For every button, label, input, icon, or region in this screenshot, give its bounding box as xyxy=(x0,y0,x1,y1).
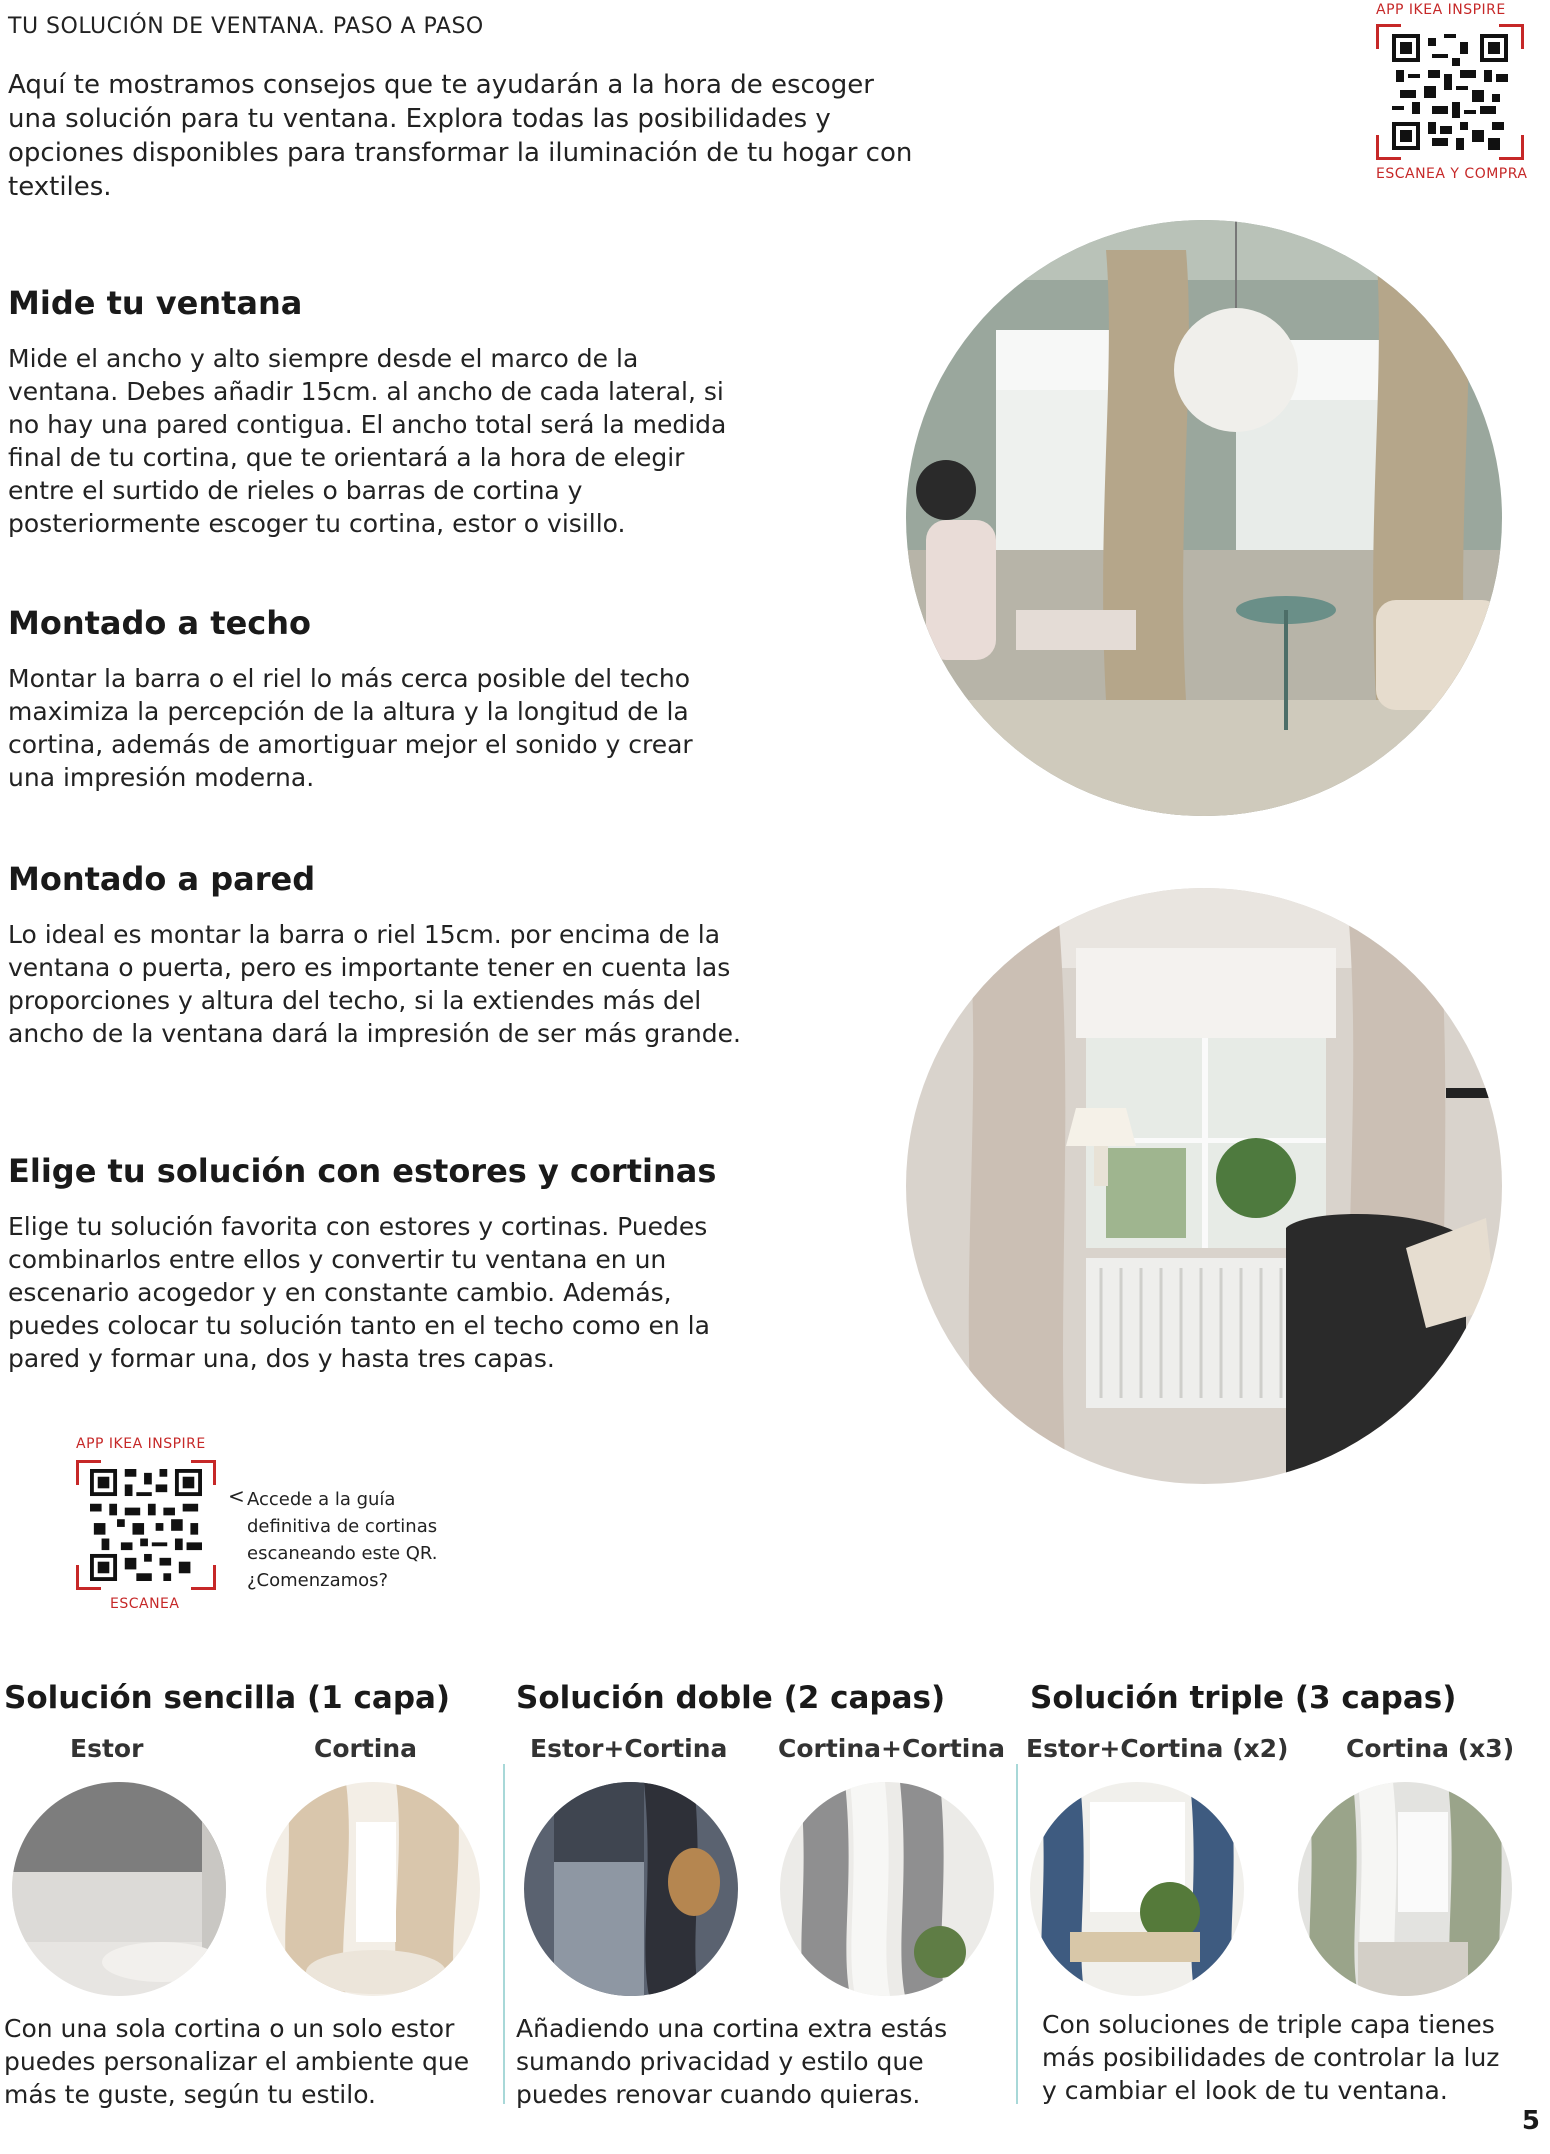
solution-option: Cortina (x3) xyxy=(1346,1734,1515,1763)
solution-option: Estor xyxy=(70,1734,144,1763)
column-divider xyxy=(503,1764,505,2104)
section-body: Elige tu solución favorita con estores y cortinas. Puedes combinarlos entre ellos y convertir tu ventana en un escenario acogedor y en constante cambio. Además, puedes colocar tu solución tanto en el techo como en la pared y formar una, dos y hasta tres capas. xyxy=(8,1212,710,1373)
column-divider xyxy=(1016,1764,1018,2104)
qr-frame xyxy=(1376,24,1524,160)
photo-window-armchair xyxy=(906,888,1502,1484)
section-elige-solucion xyxy=(8,1152,768,1375)
solution-text: Añadiendo una cortina extra estás sumando privacidad y estilo que puedes renovar cuando quieras. xyxy=(516,2014,948,2109)
intro-paragraph: Aquí te mostramos consejos que te ayudarán a la hora de escoger una solución para tu ventana. Explora todas las posibilidades y opciones disponibles para transformar la iluminación de tu hogar con textiles. xyxy=(8,70,913,202)
solution-option: Estor+Cortina (x2) xyxy=(1026,1734,1289,1763)
section-body: Lo ideal es montar la barra o riel 15cm. por encima de la ventana o puerta, pero es importante tener en cuenta las proporciones y altura del techo, si la extiendes más del ancho de la ventana dará la impresión de ser más grande. xyxy=(8,920,741,1048)
photo-estor-cortina xyxy=(524,1782,738,1996)
qr-code-icon xyxy=(90,1469,202,1581)
section-title: Elige tu solución con estores y cortinas xyxy=(8,1152,717,1190)
solution-double xyxy=(516,1680,1006,2109)
qr-label-top: APP IKEA INSPIRE xyxy=(1376,2,1506,18)
section-montado-pared xyxy=(8,860,768,1050)
solution-option: Estor+Cortina xyxy=(530,1734,728,1763)
section-montado-techo xyxy=(8,604,768,794)
qr-arrow: < xyxy=(228,1484,245,1508)
qr-label-bottom: ESCANEA Y COMPRA xyxy=(1376,166,1528,182)
solution-text: Con soluciones de triple capa tienes más posibilidades de controlar la luz y cambiar el look de tu ventana. xyxy=(1042,2010,1500,2105)
solution-option: Cortina+Cortina xyxy=(778,1734,1006,1763)
section-body: Mide el ancho y alto siempre desde el marco de la ventana. Debes añadir 15cm. al ancho de cada lateral, si no hay una pared contigua. El ancho total será la medida final de tu cortina, que te orientará a la hora de elegir entre el surtido de rieles o barras de cortina y posteriormente escoger tu cortina, estor o visillo. xyxy=(8,344,727,538)
solution-title: Solución triple (3 capas) xyxy=(1030,1680,1457,1716)
solution-title: Solución doble (2 capas) xyxy=(516,1680,946,1716)
photo-living-room-curtains xyxy=(906,220,1502,816)
solution-title: Solución sencilla (1 capa) xyxy=(4,1680,451,1716)
qr-block-bottom[interactable] xyxy=(70,1428,470,1618)
section-title: Montado a pared xyxy=(8,860,316,898)
photo-cortina-x3 xyxy=(1298,1782,1512,1996)
photo-cortina-cortina xyxy=(780,1782,994,1996)
page-kicker: TU SOLUCIÓN DE VENTANA. PASO A PASO xyxy=(8,14,484,39)
photo-triple-estor-cortina xyxy=(1030,1782,1244,1996)
qr-block-top[interactable] xyxy=(1370,0,1530,190)
solution-option: Cortina xyxy=(314,1734,418,1763)
solution-text: Con una sola cortina o un solo estor puedes personalizar el ambiente que más te guste, según tu estilo. xyxy=(4,2014,470,2109)
section-title: Mide tu ventana xyxy=(8,284,303,322)
solution-single xyxy=(4,1680,494,2109)
solution-triple xyxy=(1026,1680,1530,2105)
qr-frame xyxy=(76,1460,216,1590)
qr-caption: Accede a la guía definitiva de cortinas escaneando este QR. ¿Comenzamos? xyxy=(247,1489,438,1591)
section-title: Montado a techo xyxy=(8,604,311,642)
section-mide-ventana xyxy=(8,284,768,540)
photo-cortina-sheer xyxy=(266,1782,480,1996)
page-number: 5 xyxy=(1521,2106,1540,2136)
section-body: Montar la barra o el riel lo más cerca posible del techo maximiza la percepción de la altura y la longitud de la cortina, además de amortiguar mejor el sonido y crear una impresión moderna. xyxy=(8,664,693,792)
qr-label-bottom: ESCANEA xyxy=(110,1596,180,1612)
qr-code-icon xyxy=(1392,34,1508,150)
photo-estor-grey xyxy=(12,1782,226,1996)
qr-label-top: APP IKEA INSPIRE xyxy=(76,1436,206,1452)
